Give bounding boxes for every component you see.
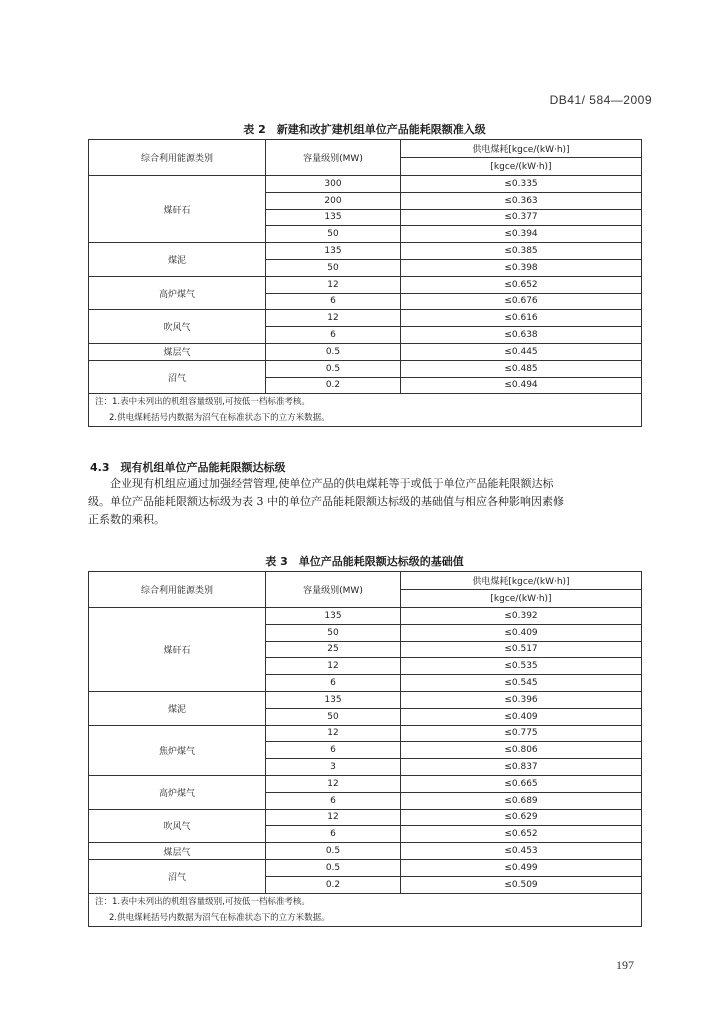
capacity-cell: 135	[266, 243, 401, 260]
table-row	[89, 360, 642, 377]
fuel-type-cell: 煤层气	[89, 843, 266, 860]
table-note-row	[89, 893, 642, 926]
consumption-cell: ≤0.629	[401, 809, 642, 826]
consumption-cell: ≤0.509	[401, 876, 642, 893]
consumption-cell: ≤0.535	[401, 658, 642, 675]
table-row	[89, 809, 642, 826]
consumption-cell: ≤0.616	[401, 310, 642, 327]
fuel-type-cell: 吹风气	[89, 310, 266, 344]
consumption-cell: ≤0.398	[401, 259, 642, 276]
consumption-cell: ≤0.689	[401, 792, 642, 809]
table2-col-capacity: 容量级别(MW)	[266, 140, 401, 176]
consumption-cell: ≤0.394	[401, 226, 642, 243]
paragraph-line: 级。单位产品能耗限额达标级为表 3 中的单位产品能耗限额达标级的基础值与相应各种影响因素修	[88, 495, 564, 508]
capacity-cell: 135	[266, 608, 401, 625]
table2-body	[89, 176, 642, 427]
table2-caption: 表 2 新建和改扩建机组单位产品能耗限额准入级	[243, 123, 486, 136]
consumption-cell: ≤0.445	[401, 343, 642, 360]
fuel-type-cell: 沼气	[89, 859, 266, 893]
table3-col-consumption: 供电煤耗[kgce/(kW·h)]	[401, 572, 642, 590]
consumption-cell: ≤0.396	[401, 691, 642, 708]
consumption-cell: ≤0.517	[401, 641, 642, 658]
consumption-cell: ≤0.499	[401, 859, 642, 876]
capacity-cell: 6	[266, 675, 401, 692]
table-row	[89, 775, 642, 792]
consumption-cell: ≤0.409	[401, 708, 642, 725]
consumption-cell: ≤0.775	[401, 725, 642, 742]
table-row	[89, 859, 642, 876]
consumption-cell: ≤0.409	[401, 624, 642, 641]
table2-col-consumption-unit: [kgce/(kW·h)]	[401, 158, 642, 176]
capacity-cell: 6	[266, 293, 401, 310]
capacity-cell: 0.2	[266, 876, 401, 893]
consumption-cell: ≤0.665	[401, 775, 642, 792]
capacity-cell: 12	[266, 310, 401, 327]
paragraph-line: 正系数的乘积。	[88, 513, 165, 526]
table-row	[89, 343, 642, 360]
capacity-cell: 12	[266, 725, 401, 742]
fuel-type-cell: 沼气	[89, 360, 266, 394]
table-row	[89, 310, 642, 327]
consumption-cell: ≤0.335	[401, 176, 642, 193]
capacity-cell: 0.5	[266, 360, 401, 377]
capacity-cell: 12	[266, 276, 401, 293]
consumption-cell: ≤0.385	[401, 243, 642, 260]
fuel-type-cell: 煤矸石	[89, 608, 266, 692]
consumption-cell: ≤0.363	[401, 192, 642, 209]
consumption-cell: ≤0.638	[401, 327, 642, 344]
table3-col-fuel: 综合利用能源类别	[89, 572, 266, 608]
table-row	[89, 243, 642, 260]
table-row	[89, 725, 642, 742]
capacity-cell: 0.2	[266, 377, 401, 394]
capacity-cell: 6	[266, 826, 401, 843]
table2-col-consumption: 供电煤耗[kgce/(kW·h)]	[401, 140, 642, 158]
capacity-cell: 12	[266, 809, 401, 826]
consumption-cell: ≤0.377	[401, 209, 642, 226]
capacity-cell: 50	[266, 708, 401, 725]
consumption-cell: ≤0.453	[401, 843, 642, 860]
table2-col-fuel: 综合利用能源类别	[89, 140, 266, 176]
table3-col-capacity: 容量级别(MW)	[266, 572, 401, 608]
capacity-cell: 6	[266, 742, 401, 759]
capacity-cell: 3	[266, 759, 401, 776]
capacity-cell: 135	[266, 209, 401, 226]
capacity-cell: 6	[266, 792, 401, 809]
consumption-cell: ≤0.676	[401, 293, 642, 310]
consumption-cell: ≤0.652	[401, 826, 642, 843]
fuel-type-cell: 煤泥	[89, 243, 266, 277]
capacity-cell: 0.5	[266, 843, 401, 860]
consumption-cell: ≤0.485	[401, 360, 642, 377]
fuel-type-cell: 煤矸石	[89, 176, 266, 243]
fuel-type-cell: 煤泥	[89, 691, 266, 725]
section-paragraph	[88, 475, 648, 529]
consumption-cell: ≤0.652	[401, 276, 642, 293]
consumption-cell: ≤0.494	[401, 377, 642, 394]
note-line: 2.供电煤耗括号内数据为沼气在标准状态下的立方米数据。	[109, 912, 330, 923]
table3	[88, 571, 642, 927]
paragraph-line: 企业现有机组应通过加强经营管理,使单位产品的供电煤耗等于或低于单位产品能耗限额达标	[88, 477, 554, 490]
table3-caption: 表 3 单位产品能耗限额达标级的基础值	[265, 555, 464, 568]
table-note	[89, 893, 642, 926]
table-row	[89, 691, 642, 708]
table-row	[89, 176, 642, 193]
fuel-type-cell: 焦炉煤气	[89, 725, 266, 775]
table-row	[89, 843, 642, 860]
consumption-cell: ≤0.837	[401, 759, 642, 776]
table-row	[89, 276, 642, 293]
consumption-cell: ≤0.545	[401, 675, 642, 692]
fuel-type-cell: 高炉煤气	[89, 775, 266, 809]
capacity-cell: 12	[266, 658, 401, 675]
capacity-cell: 0.5	[266, 859, 401, 876]
capacity-cell: 50	[266, 624, 401, 641]
table3-col-consumption-unit: [kgce/(kW·h)]	[401, 590, 642, 608]
capacity-cell: 200	[266, 192, 401, 209]
capacity-cell: 50	[266, 226, 401, 243]
capacity-cell: 12	[266, 775, 401, 792]
table-row	[89, 608, 642, 625]
consumption-cell: ≤0.806	[401, 742, 642, 759]
consumption-cell: ≤0.392	[401, 608, 642, 625]
section-heading: 4.3 现有机组单位产品能耗限额达标级	[90, 461, 286, 474]
capacity-cell: 6	[266, 327, 401, 344]
fuel-type-cell: 高炉煤气	[89, 276, 266, 310]
fuel-type-cell: 吹风气	[89, 809, 266, 843]
page-number: 197	[616, 958, 634, 972]
capacity-cell: 300	[266, 176, 401, 193]
table-note-row	[89, 394, 642, 427]
fuel-type-cell: 煤层气	[89, 343, 266, 360]
capacity-cell: 135	[266, 691, 401, 708]
table2	[88, 139, 642, 427]
table3-body	[89, 608, 642, 927]
note-line: 注：1.表中未列出的机组容量级别,可按低一档标准考核。	[95, 896, 310, 907]
capacity-cell: 50	[266, 259, 401, 276]
capacity-cell: 0.5	[266, 343, 401, 360]
standard-code: DB41/ 584—2009	[549, 93, 652, 107]
capacity-cell: 25	[266, 641, 401, 658]
table-note	[89, 394, 642, 427]
note-line: 注：1.表中未列出的机组容量级别,可按低一档标准考核。	[95, 397, 310, 408]
note-line: 2.供电煤耗括号内数据为沼气在标准状态下的立方米数据。	[109, 413, 330, 424]
